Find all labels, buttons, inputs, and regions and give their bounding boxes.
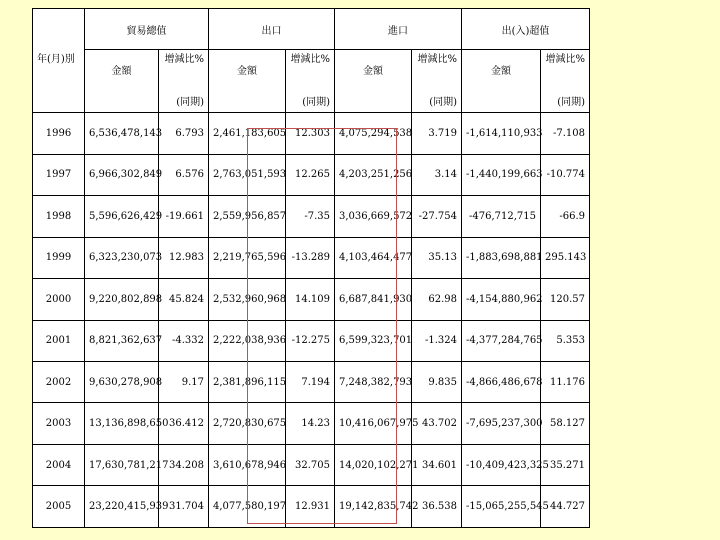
balance-pct-cell: 5.353 <box>541 320 590 361</box>
total-pct-cell: 31.704 <box>159 486 209 528</box>
total-cell: 8,821,362,637 <box>85 320 159 361</box>
export-pct-cell: 14.109 <box>286 279 335 320</box>
total-cell: 9,630,278,908 <box>85 362 159 403</box>
export-cell: 2,559,956,857 <box>209 196 286 237</box>
export-cell: 2,720,830,675 <box>209 403 286 444</box>
import-pct-cell: -1.324 <box>412 320 462 361</box>
export-pct-cell: -7.35 <box>286 196 335 237</box>
balance-pct-cell: 295.143 <box>541 237 590 278</box>
year-header-spacer <box>33 70 85 89</box>
year-cell: 2000 <box>33 279 85 320</box>
header-total: 貿易總值 <box>85 9 209 50</box>
header-balance: 出(入)超值 <box>462 9 590 50</box>
total-cell: 6,323,230,073 <box>85 237 159 278</box>
balance-cell: -1,883,698,881 <box>462 237 541 278</box>
import-pct-cell: 3.719 <box>412 113 462 154</box>
balance-pct-cell: -66.9 <box>541 196 590 237</box>
export-cell: 3,610,678,946 <box>209 444 286 485</box>
import-pct-cell: 34.601 <box>412 444 462 485</box>
export-pct-cell: -13.289 <box>286 237 335 278</box>
trade-table <box>32 8 590 528</box>
balance-pct-cell: 35.271 <box>541 444 590 485</box>
balance-cell: -7,695,237,300 <box>462 403 541 444</box>
table-row <box>33 113 590 154</box>
total-period-header: (同期) <box>159 89 209 113</box>
year-cell: 1999 <box>33 237 85 278</box>
total-pct-cell: 34.208 <box>159 444 209 485</box>
year-cell: 1998 <box>33 196 85 237</box>
year-cell: 2005 <box>33 486 85 528</box>
export-period-header: (同期) <box>286 89 335 113</box>
total-cell: 5,596,626,429 <box>85 196 159 237</box>
year-header-top <box>33 9 85 50</box>
import-cell: 4,203,251,256 <box>335 154 412 195</box>
import-pct-cell: 62.98 <box>412 279 462 320</box>
total-cell: 13,136,898,650 <box>85 403 159 444</box>
export-pct-cell: 14.23 <box>286 403 335 444</box>
balance-amount-bottom <box>462 89 541 113</box>
balance-cell: -15,065,255,545 <box>462 486 541 528</box>
import-cell: 7,248,382,793 <box>335 362 412 403</box>
export-pct-cell: 7.194 <box>286 362 335 403</box>
export-cell: 2,763,051,593 <box>209 154 286 195</box>
year-header-bottom <box>33 89 85 113</box>
export-pct-header: 增減比% <box>286 50 335 70</box>
balance-cell: -4,866,486,678 <box>462 362 541 403</box>
import-pct-cell: 43.702 <box>412 403 462 444</box>
export-pct-cell: 12.265 <box>286 154 335 195</box>
export-cell: 2,381,896,115 <box>209 362 286 403</box>
import-cell: 3,036,669,572 <box>335 196 412 237</box>
header-row-groups <box>33 9 590 50</box>
total-cell: 17,630,781,217 <box>85 444 159 485</box>
total-pct-cell: 12.983 <box>159 237 209 278</box>
table-row <box>33 444 590 485</box>
total-pct-header: 增減比% <box>159 50 209 70</box>
balance-pct-spacer <box>541 70 590 89</box>
import-cell: 4,075,294,538 <box>335 113 412 154</box>
balance-cell: -4,154,880,962 <box>462 279 541 320</box>
export-pct-cell: 32.705 <box>286 444 335 485</box>
import-cell: 6,599,323,701 <box>335 320 412 361</box>
balance-pct-cell: 58.127 <box>541 403 590 444</box>
export-amount-bottom <box>209 89 286 113</box>
export-cell: 2,222,038,936 <box>209 320 286 361</box>
export-pct-spacer <box>286 70 335 89</box>
total-pct-cell: 6.793 <box>159 113 209 154</box>
total-pct-cell: -19.661 <box>159 196 209 237</box>
export-cell: 2,219,765,596 <box>209 237 286 278</box>
import-pct-cell: 3.14 <box>412 154 462 195</box>
table-row <box>33 320 590 361</box>
header-row-period <box>33 89 590 113</box>
balance-cell: -10,409,423,325 <box>462 444 541 485</box>
import-cell: 4,103,464,477 <box>335 237 412 278</box>
balance-pct-cell: 120.57 <box>541 279 590 320</box>
balance-amount-header: 金額 <box>462 50 541 89</box>
header-row-pct <box>33 50 590 70</box>
balance-cell: -476,712,715 <box>462 196 541 237</box>
table-row <box>33 237 590 278</box>
total-pct-cell: 45.824 <box>159 279 209 320</box>
header-import: 進口 <box>335 9 462 50</box>
import-pct-cell: -27.754 <box>412 196 462 237</box>
year-cell: 1996 <box>33 113 85 154</box>
year-cell: 2002 <box>33 362 85 403</box>
import-cell: 10,416,067,975 <box>335 403 412 444</box>
import-amount-header: 金額 <box>335 50 412 89</box>
total-cell: 23,220,415,939 <box>85 486 159 528</box>
table-row <box>33 196 590 237</box>
balance-cell: -1,440,199,663 <box>462 154 541 195</box>
table-row <box>33 279 590 320</box>
export-cell: 4,077,580,197 <box>209 486 286 528</box>
balance-pct-cell: -7.108 <box>541 113 590 154</box>
total-cell: 9,220,802,898 <box>85 279 159 320</box>
balance-period-header: (同期) <box>541 89 590 113</box>
balance-pct-header: 增減比% <box>541 50 590 70</box>
year-cell: 1997 <box>33 154 85 195</box>
export-pct-cell: 12.303 <box>286 113 335 154</box>
year-cell: 2004 <box>33 444 85 485</box>
trade-statistics-sheet <box>32 8 589 528</box>
total-pct-cell: -4.332 <box>159 320 209 361</box>
import-cell: 19,142,835,742 <box>335 486 412 528</box>
import-period-header: (同期) <box>412 89 462 113</box>
table-row <box>33 403 590 444</box>
year-cell: 2003 <box>33 403 85 444</box>
total-pct-spacer <box>159 70 209 89</box>
import-pct-cell: 35.13 <box>412 237 462 278</box>
import-cell: 6,687,841,930 <box>335 279 412 320</box>
export-cell: 2,461,183,605 <box>209 113 286 154</box>
balance-cell: -1,614,110,933 <box>462 113 541 154</box>
year-header: 年(月)別 <box>33 50 85 70</box>
import-pct-cell: 36.538 <box>412 486 462 528</box>
table-row <box>33 362 590 403</box>
export-pct-cell: 12.931 <box>286 486 335 528</box>
total-cell: 6,966,302,849 <box>85 154 159 195</box>
import-pct-spacer <box>412 70 462 89</box>
balance-pct-cell: -10.774 <box>541 154 590 195</box>
export-pct-cell: -12.275 <box>286 320 335 361</box>
total-pct-cell: 9.17 <box>159 362 209 403</box>
total-cell: 6,536,478,143 <box>85 113 159 154</box>
total-amount-bottom <box>85 89 159 113</box>
balance-cell: -4,377,284,765 <box>462 320 541 361</box>
balance-pct-cell: 11.176 <box>541 362 590 403</box>
table-row <box>33 154 590 195</box>
total-pct-cell: 6.576 <box>159 154 209 195</box>
header-export: 出口 <box>209 9 335 50</box>
import-amount-bottom <box>335 89 412 113</box>
import-pct-header: 增減比% <box>412 50 462 70</box>
total-pct-cell: 36.412 <box>159 403 209 444</box>
import-cell: 14,020,102,271 <box>335 444 412 485</box>
year-cell: 2001 <box>33 320 85 361</box>
table-row <box>33 486 590 528</box>
export-cell: 2,532,960,968 <box>209 279 286 320</box>
total-amount-header: 金額 <box>85 50 159 89</box>
export-amount-header: 金額 <box>209 50 286 89</box>
balance-pct-cell: 44.727 <box>541 486 590 528</box>
import-pct-cell: 9.835 <box>412 362 462 403</box>
